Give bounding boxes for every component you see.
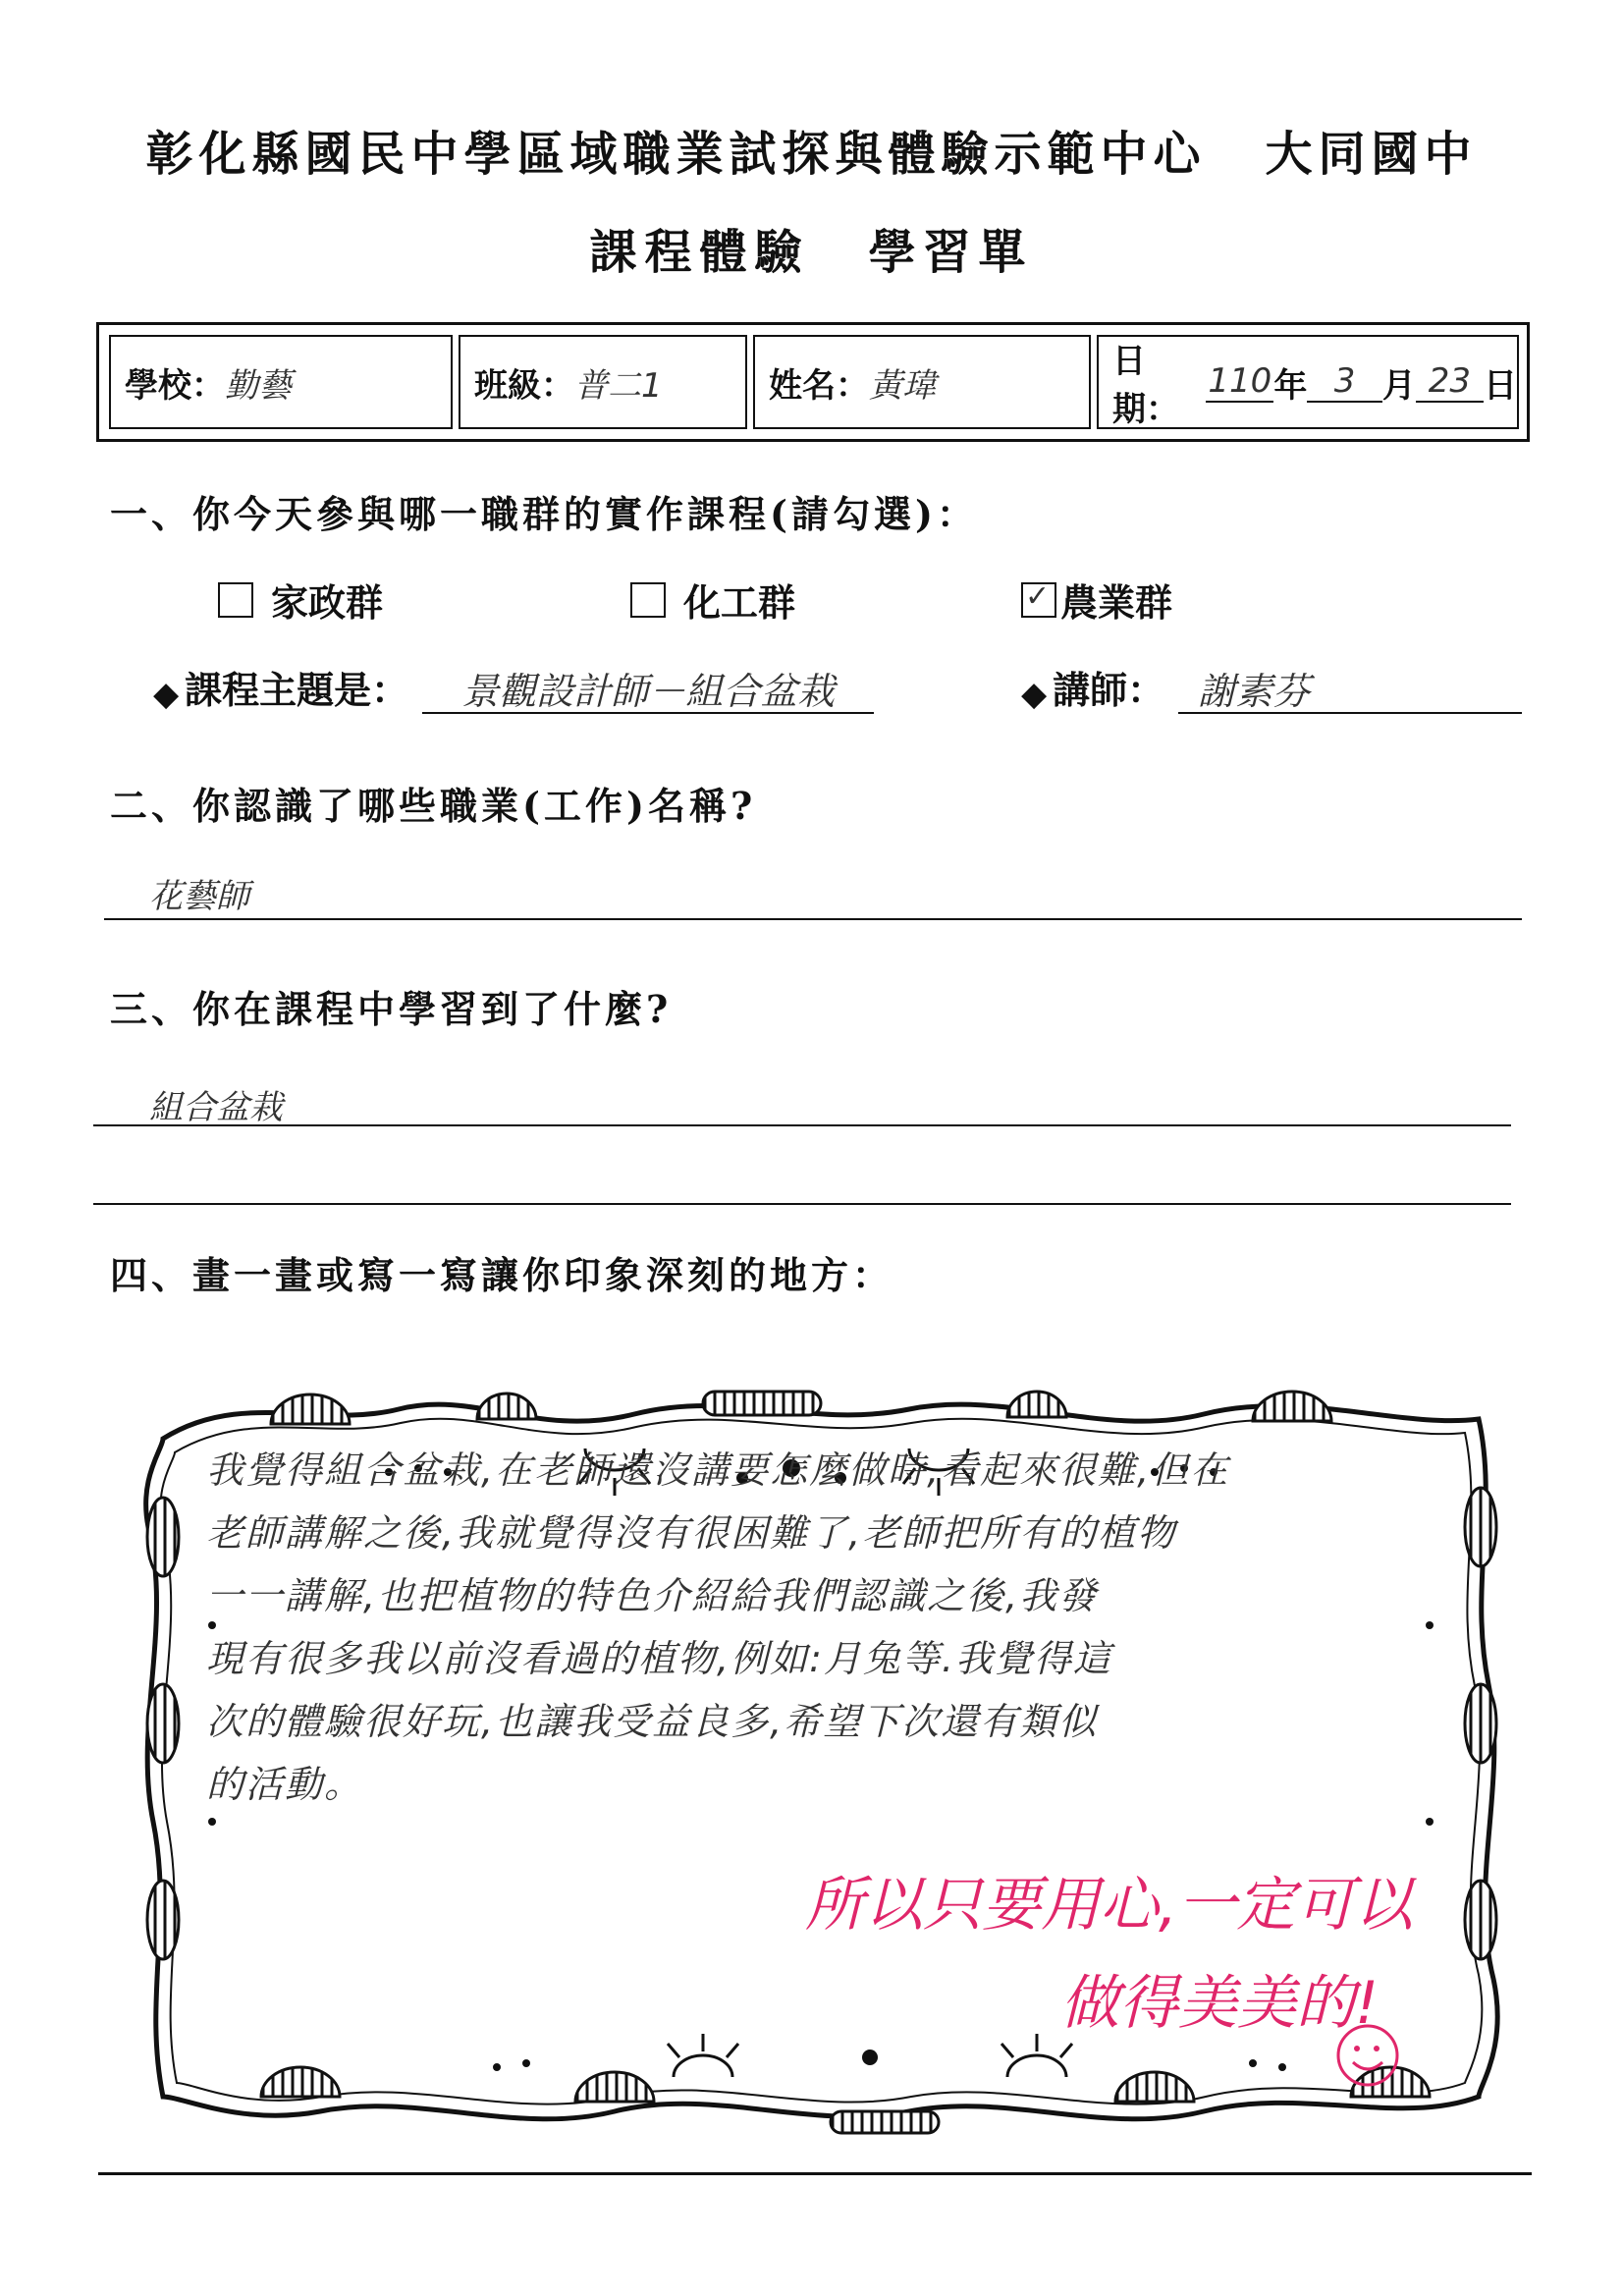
course-topic-row: [153, 660, 874, 714]
name-cell: [753, 335, 1091, 429]
story-text: [206, 1439, 1384, 1816]
subtitle-left: 課程體驗: [589, 225, 810, 280]
title-left: 彰化縣國民中學區域職業試探與體驗示範中心: [145, 127, 1207, 182]
story-line: 次的體驗很好玩,也讓我受益良多,希望下次還有類似: [206, 1700, 1099, 1743]
question-3: 三、你在課程中學習到了什麼?: [110, 987, 673, 1031]
name-value: 黃瑋: [869, 365, 936, 406]
check-mark-icon: ✓: [1025, 578, 1051, 614]
title-right: 大同國中: [1265, 127, 1478, 182]
day-unit: 日: [1483, 365, 1517, 406]
school-cell: [109, 335, 453, 429]
option-home-economics[interactable]: [218, 573, 383, 627]
school-value: 勤藝: [225, 365, 292, 406]
bottom-rule: [98, 2172, 1532, 2175]
comment-line: 做得美美的!: [1060, 1969, 1380, 2038]
name-label: 姓名：: [769, 365, 869, 406]
answer-line: [104, 918, 1522, 920]
checkbox-home-economics[interactable]: [218, 582, 253, 618]
topic-label: 課程主題是：: [185, 668, 409, 712]
answer-2: 花藝師: [149, 877, 249, 916]
diamond-bullet-icon: ◆: [1021, 675, 1048, 714]
smiley-face-icon: [1333, 2021, 1402, 2090]
story-line: 老師講解之後,我就覺得沒有很困難了,老師把所有的植物: [206, 1511, 1177, 1555]
option-label: 農業群: [1060, 580, 1173, 625]
answer-line: [93, 1124, 1511, 1126]
topic-value: 景觀設計師－組合盆栽: [422, 663, 874, 714]
checkbox-chemical[interactable]: [630, 582, 666, 618]
story-line: 現有很多我以前沒看過的植物,例如:月兔等.我覺得這: [206, 1637, 1112, 1680]
page-subtitle: [0, 214, 1623, 282]
class-cell: [459, 335, 747, 429]
comment-line: 所以只要用心,一定可以: [805, 1871, 1414, 1940]
school-label: 學校：: [125, 365, 225, 406]
story-line: 我覺得組合盆栽,在老師還沒講要怎麼做時,看起來很難,但在: [206, 1449, 1230, 1492]
story-line: 的活動。: [206, 1763, 364, 1806]
date-label: 日期：: [1112, 342, 1179, 429]
teacher-row: [1021, 660, 1522, 714]
answer-3: 組合盆栽: [149, 1088, 283, 1127]
page-title: [0, 116, 1623, 184]
year-value: 110: [1206, 361, 1273, 403]
month-unit: 月: [1381, 365, 1416, 406]
date-cell: [1097, 335, 1519, 429]
teacher-label: 講師：: [1053, 668, 1165, 712]
question-1: 一、你今天參與哪一職群的實作課程(請勾選)：: [110, 492, 978, 536]
option-label: 化工群: [683, 580, 796, 625]
option-label: 家政群: [271, 580, 384, 625]
info-table: [96, 322, 1530, 442]
question-4: 四、畫一畫或寫一寫讓你印象深刻的地方：: [110, 1253, 894, 1297]
option-agriculture[interactable]: [1021, 573, 1172, 627]
answer-line: [93, 1203, 1511, 1205]
story-line: 一一講解,也把植物的特色介紹給我們認識之後,我發: [206, 1574, 1099, 1617]
class-label: 班級：: [474, 365, 574, 406]
question-2: 二、你認識了哪些職業(工作)名稱?: [110, 784, 757, 828]
option-chemical[interactable]: [630, 573, 795, 627]
diamond-bullet-icon: ◆: [153, 675, 180, 714]
year-unit: 年: [1273, 365, 1308, 406]
day-value: 23: [1416, 361, 1484, 403]
checkbox-agriculture[interactable]: [1021, 578, 1056, 618]
teacher-value: 謝素芬: [1178, 663, 1522, 714]
month-value: 3: [1307, 361, 1382, 403]
subtitle-right: 學習單: [868, 225, 1034, 280]
class-value: 普二1: [574, 365, 663, 406]
